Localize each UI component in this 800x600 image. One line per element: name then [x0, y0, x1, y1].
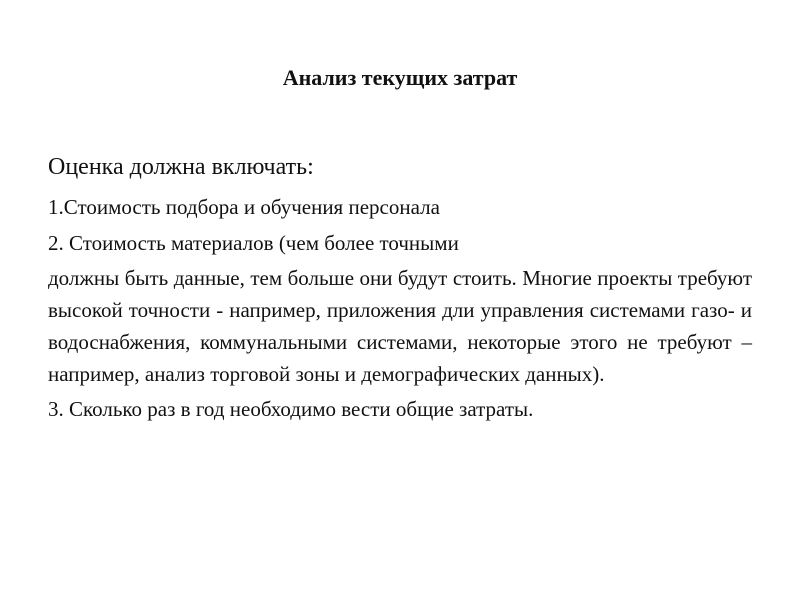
slide-title: Анализ текущих затрат: [282, 65, 518, 90]
list-item-3: 3. Сколько раз в год необходимо вести общие затраты.: [48, 397, 534, 421]
lead-text: Оценка должна включать:: [48, 154, 314, 180]
slide-content: [48, 152, 752, 424]
list-item-2: 2. Стоимость материалов (чем более точными: [48, 231, 459, 255]
list-item-2-continuation: должны быть данные, тем больше они будут стоить. Многие проекты требуют высокой точности - например, приложения дли управления системами газо- и водоснабжения, коммунальными системами, некоторые этого не требуют – например, анализ торговой зоны и демографических данных).: [48, 266, 752, 386]
list-item-1: 1.Стоимость подбора и обучения персонала: [48, 195, 440, 219]
